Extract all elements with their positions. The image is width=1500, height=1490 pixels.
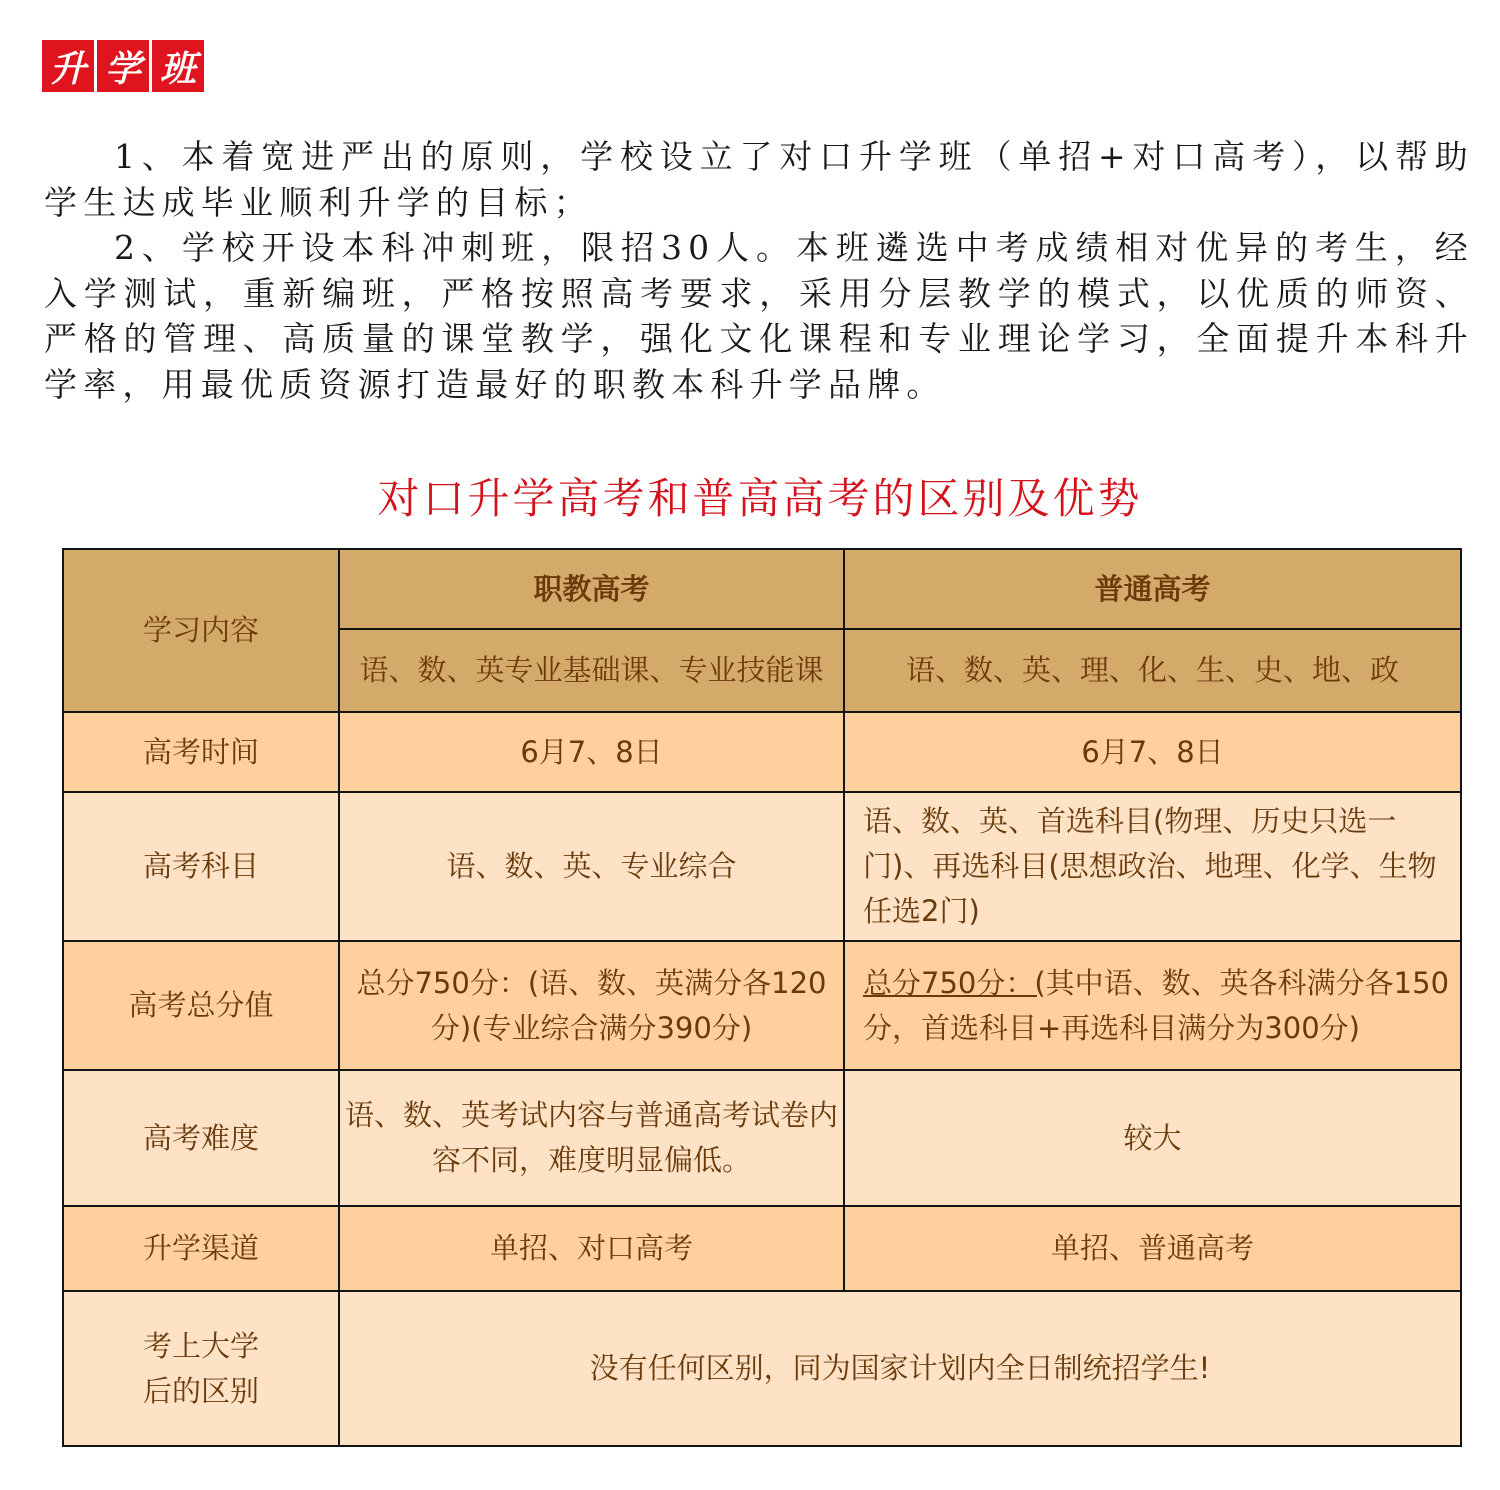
logo-badge xyxy=(42,40,204,92)
intro-paragraph: 2、学校开设本科冲刺班，限招30人。本班遴选中考成绩相对优异的考生，经入学测试，重新编班，严格按照高考要求，采用分层教学的模式，以优质的师资、严格的管理、高质量的课堂教学，强化文化课程和专业理论学习，全面提升本科升学率，用最优质资源打造最好的职教本科升学品牌。 xyxy=(44,228,1474,404)
row-label: 高考难度 xyxy=(63,1070,339,1206)
cell-general xyxy=(844,941,1461,1070)
cell-general: 6月7、8日 xyxy=(844,712,1461,792)
cell-general-text: 其中语、数、英各科满分各150分，首选科目+再选科目满分为300分) xyxy=(863,965,1450,1045)
logo-char: 班 xyxy=(152,40,204,92)
cell-vocational-content: 语、数、英专业基础课、专业技能课 xyxy=(339,629,844,712)
cell-general-content: 语、数、英、理、化、生、史、地、政 xyxy=(844,629,1461,712)
table-row xyxy=(63,1291,1461,1446)
row-label-line: 考上大学 xyxy=(142,1328,259,1363)
logo-char: 升 xyxy=(42,40,94,92)
underlined-text: 总分750分：( xyxy=(863,965,1046,1000)
header-vocational: 职教高考 xyxy=(339,549,844,629)
row-label: 高考总分值 xyxy=(63,941,339,1070)
logo-char: 学 xyxy=(97,40,149,92)
row-label: 升学渠道 xyxy=(63,1206,339,1291)
header-general: 普通高考 xyxy=(844,549,1461,629)
cell-vocational: 单招、对口高考 xyxy=(339,1206,844,1291)
table-row xyxy=(63,712,1461,792)
intro-text xyxy=(44,134,1474,407)
section-title: 对口升学高考和普高高考的区别及优势 xyxy=(377,474,1143,523)
cell-general: 语、数、英、首选科目(物理、历史只选一门)、再选科目(思想政治、地理、化学、生物任选2门) xyxy=(844,792,1461,941)
table-row xyxy=(63,1206,1461,1291)
table-header-row xyxy=(63,549,1461,629)
table-row xyxy=(63,1070,1461,1206)
cell-vocational: 6月7、8日 xyxy=(339,712,844,792)
intro-paragraph: 1、本着宽进严出的原则，学校设立了对口升学班（单招+对口高考），以帮助学生达成毕业顺利升学的目标； xyxy=(44,137,1474,222)
table-row xyxy=(63,941,1461,1070)
row-label: 高考科目 xyxy=(63,792,339,941)
row-label-line: 后的区别 xyxy=(142,1373,259,1408)
cell-general: 较大 xyxy=(844,1070,1461,1206)
table-row xyxy=(63,792,1461,941)
header-row-label: 学习内容 xyxy=(63,549,339,712)
cell-vocational: 语、数、英考试内容与普通高考试卷内容不同，难度明显偏低。 xyxy=(339,1070,844,1206)
comparison-table xyxy=(62,548,1462,1447)
cell-general: 单招、普通高考 xyxy=(844,1206,1461,1291)
row-label: 高考时间 xyxy=(63,712,339,792)
cell-vocational: 语、数、英、专业综合 xyxy=(339,792,844,941)
cell-merged: 没有任何区别，同为国家计划内全日制统招学生! xyxy=(339,1291,1461,1446)
row-label xyxy=(63,1291,339,1446)
cell-vocational: 总分750分：(语、数、英满分各120分)(专业综合满分390分) xyxy=(339,941,844,1070)
